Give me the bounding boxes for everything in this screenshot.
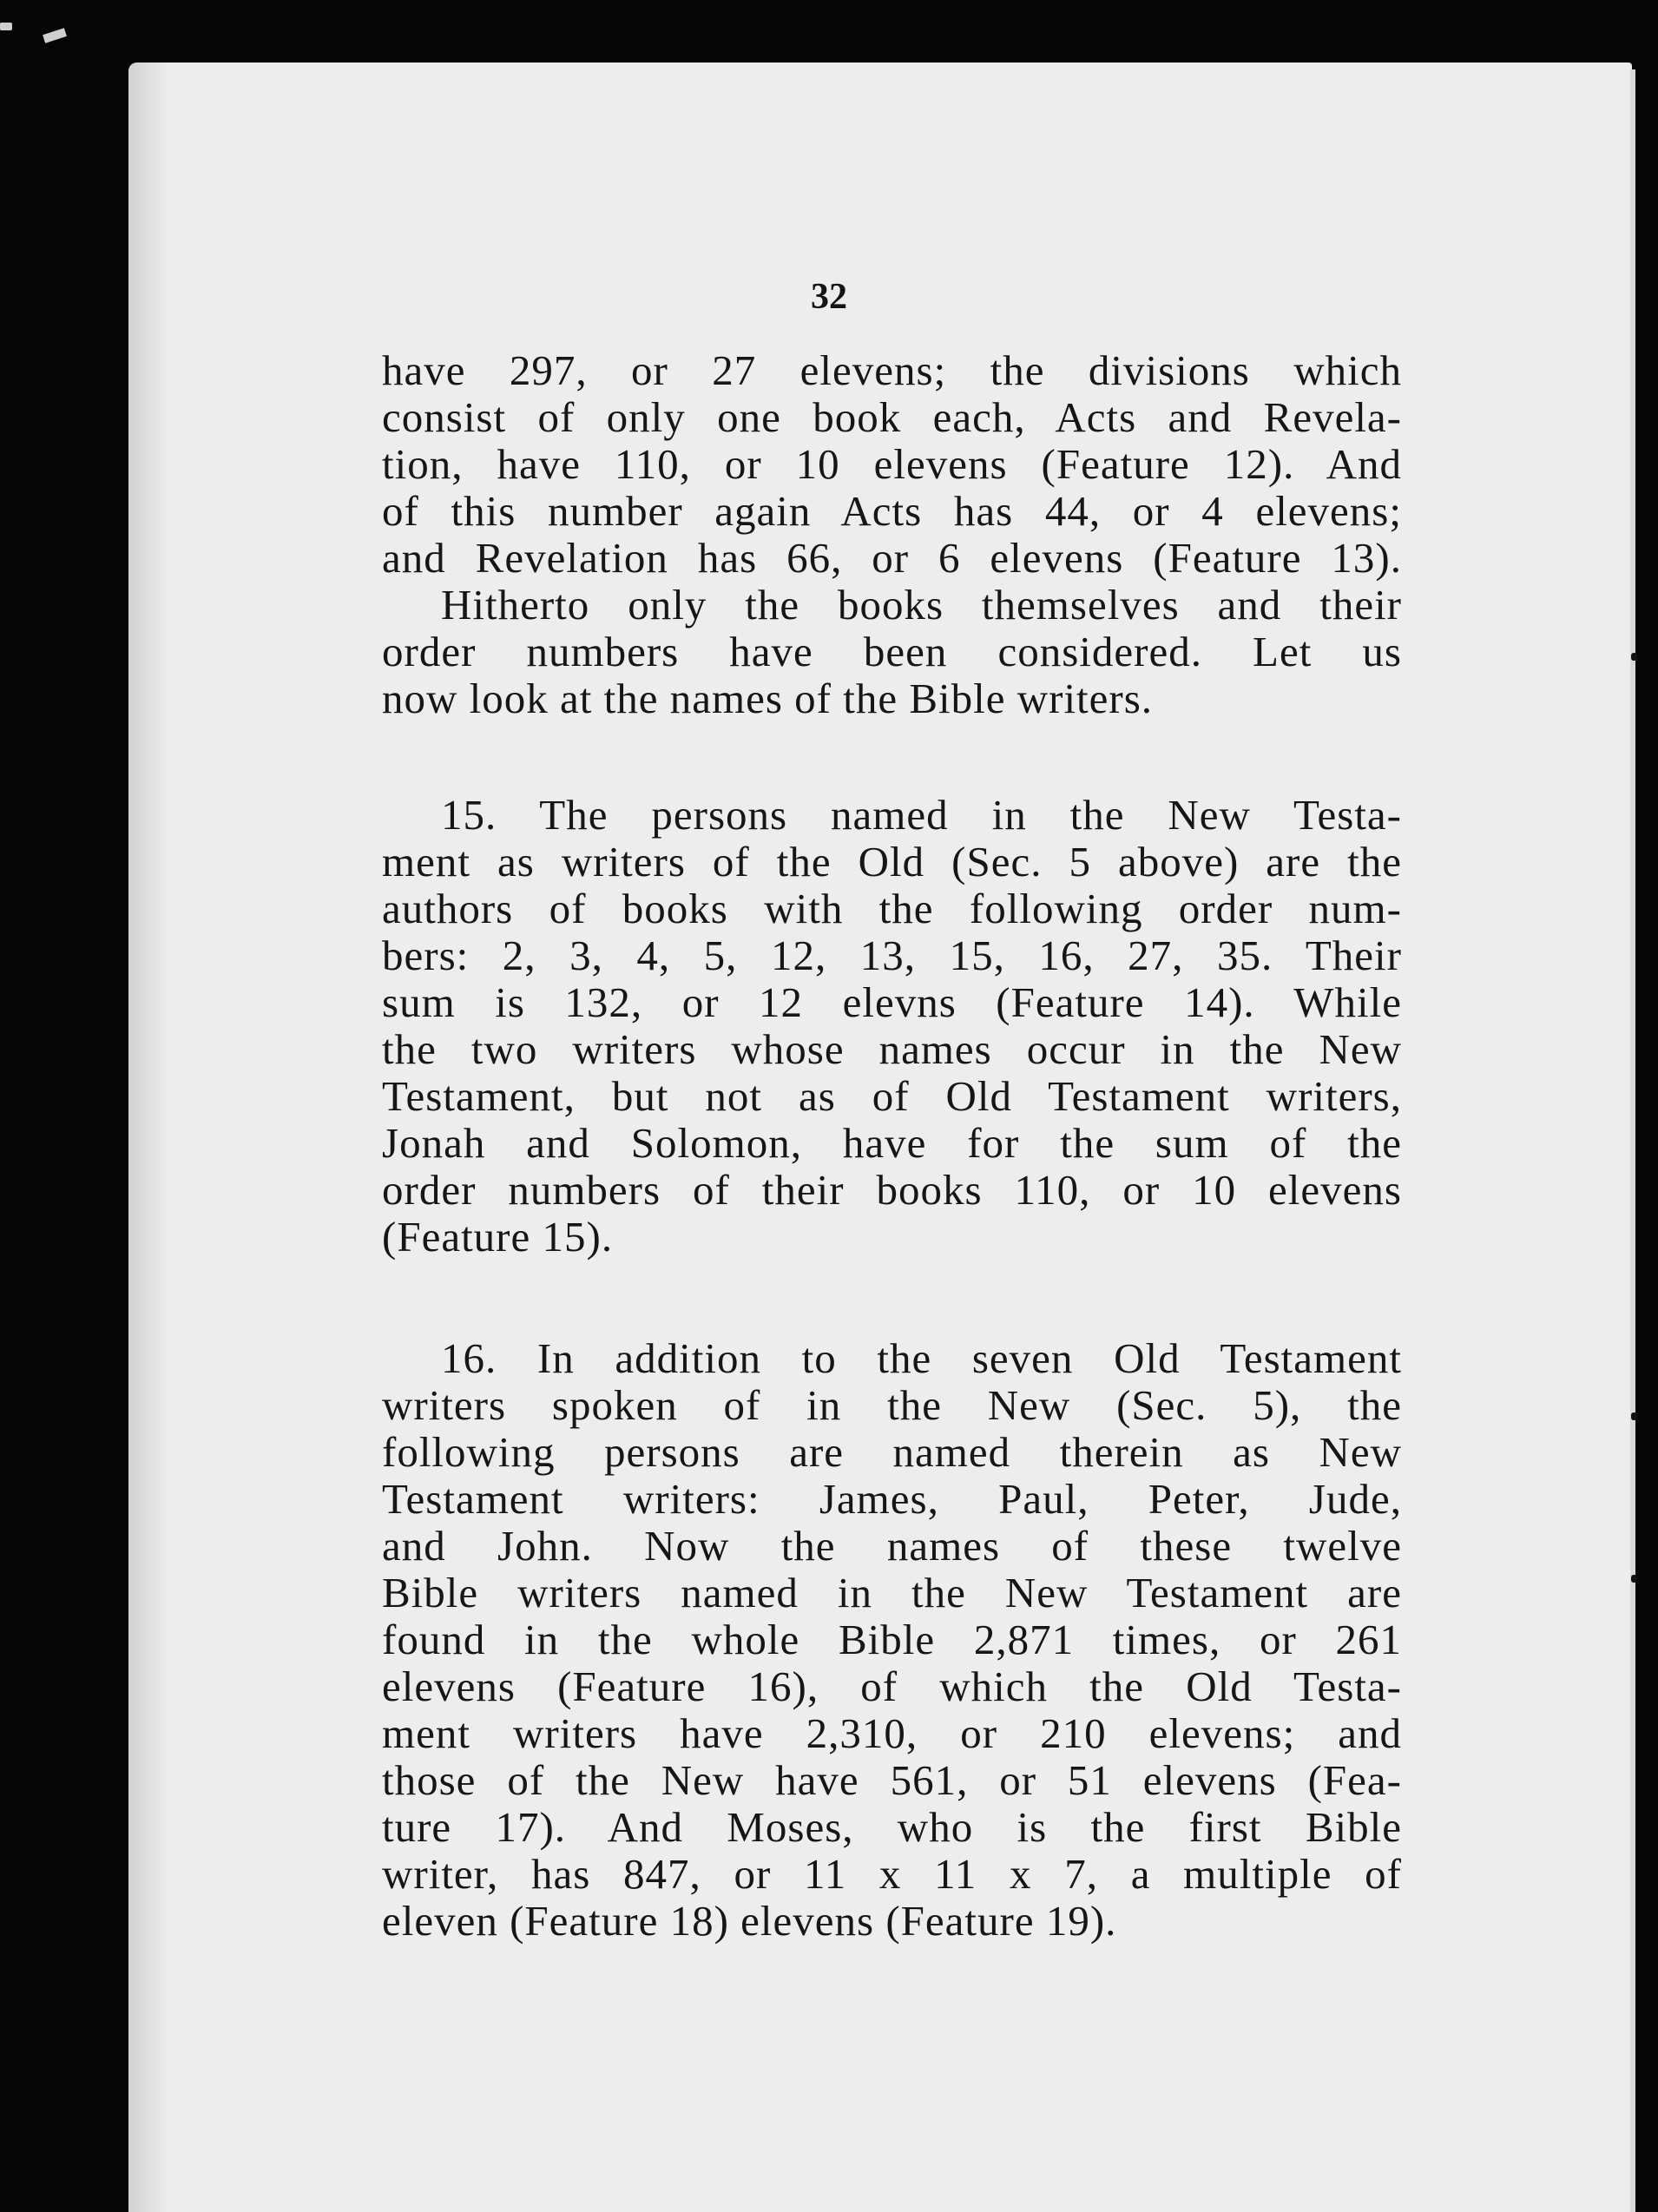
text-line: the two writers whose names occur in the New: [382, 1025, 1402, 1073]
text-line: eleven (Feature 18) elevens (Feature 19).: [382, 1897, 1117, 1945]
text-line: ture 17). And Moses, who is the first Bible: [382, 1803, 1402, 1851]
text-line: tion, have 110, or 10 elevens (Feature 12). And: [382, 440, 1402, 488]
text-line: (Feature 15).: [382, 1213, 614, 1261]
paragraph-block: [382, 347, 1402, 722]
text-line: Jonah and Solomon, have for the sum of the: [382, 1119, 1402, 1167]
text-line: ment writers have 2,310, or 210 elevens; and: [382, 1709, 1402, 1757]
text-line: writers spoken of in the New (Sec. 5), the: [382, 1381, 1402, 1429]
paragraph-block: [382, 792, 1402, 1261]
text-line: sum is 132, or 12 elevns (Feature 14). While: [382, 978, 1402, 1026]
text-line: 15. The persons named in the New Testa-: [441, 791, 1402, 839]
text-line: of this number again Acts has 44, or 4 elevens;: [382, 487, 1402, 535]
text-line: Hitherto only the books themselves and their: [441, 581, 1402, 629]
text-line: order numbers of their books 110, or 10 elevens: [382, 1166, 1402, 1214]
page-number: 32: [811, 277, 847, 317]
text-line: bers: 2, 3, 4, 5, 12, 13, 15, 16, 27, 35. Their: [382, 932, 1402, 979]
text-line: ment as writers of the Old (Sec. 5 above) are the: [382, 838, 1402, 885]
text-line: authors of books with the following order num-: [382, 885, 1402, 932]
text-line: Testament writers: James, Paul, Peter, Jude,: [382, 1475, 1402, 1523]
scan-speck: [1631, 653, 1637, 661]
page-gutter-shadow: [128, 63, 170, 2212]
text-line: elevens (Feature 16), of which the Old Testa-: [382, 1662, 1402, 1710]
text-line: those of the New have 561, or 51 elevens (Fea-: [382, 1756, 1402, 1804]
text-line: now look at the names of the Bible writers.: [382, 675, 1154, 722]
text-line: consist of only one book each, Acts and Revela-: [382, 393, 1402, 441]
text-line: and Revelation has 66, or 6 elevens (Feature 13).: [382, 534, 1402, 582]
text-line: 16. In addition to the seven Old Testament: [441, 1334, 1402, 1382]
scan-mark: [0, 23, 12, 30]
text-line: following persons are named therein as New: [382, 1428, 1402, 1476]
scan-mark: [43, 28, 67, 43]
text-line: Bible writers named in the New Testament are: [382, 1569, 1402, 1616]
page-edge-line: [1630, 69, 1635, 2212]
text-line: found in the whole Bible 2,871 times, or 261: [382, 1616, 1402, 1663]
text-line: order numbers have been considered. Let us: [382, 628, 1402, 675]
scan-speck: [1631, 1412, 1637, 1420]
scan-speck: [1631, 1575, 1637, 1583]
text-line: writer, has 847, or 11 x 11 x 7, a multiple of: [382, 1850, 1402, 1898]
paragraph-block: [382, 1335, 1402, 1945]
text-line: and John. Now the names of these twelve: [382, 1522, 1402, 1570]
text-line: have 297, or 27 elevens; the divisions which: [382, 346, 1402, 394]
text-line: Testament, but not as of Old Testament writers,: [382, 1072, 1402, 1120]
